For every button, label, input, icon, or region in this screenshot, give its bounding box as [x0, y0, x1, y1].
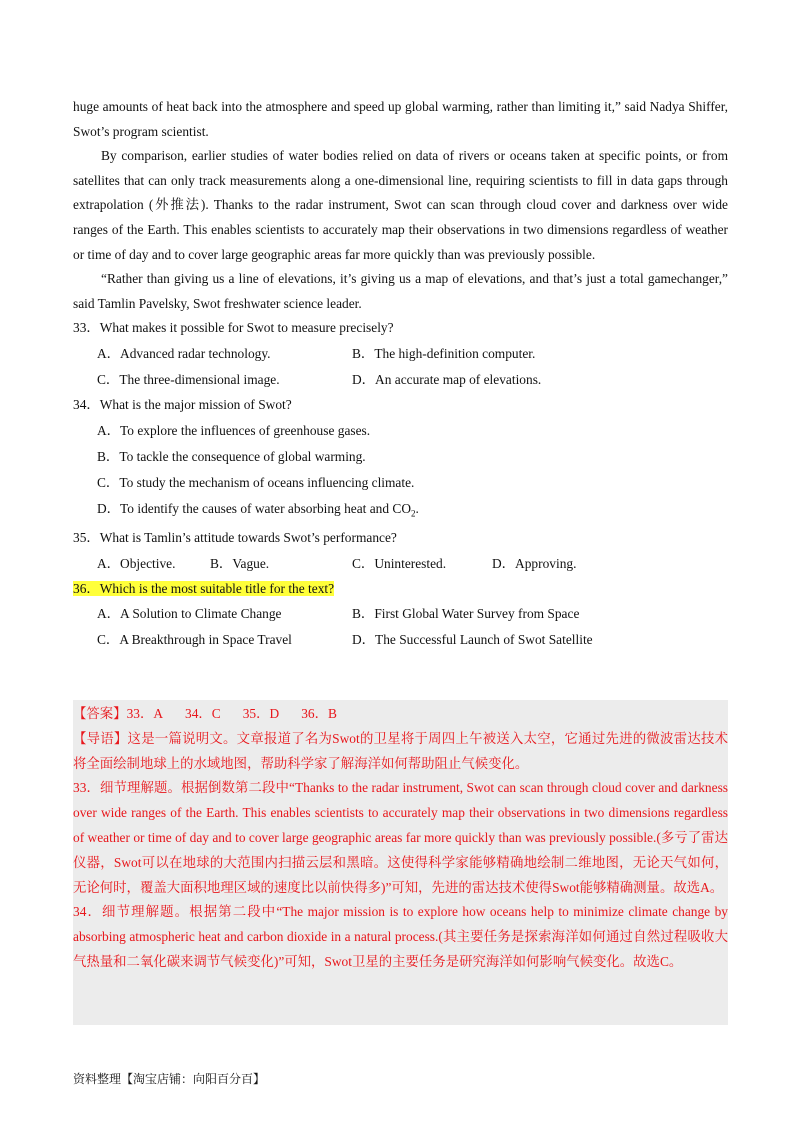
question-36-stem-wrap: [73, 577, 728, 602]
question-36: [73, 577, 728, 654]
option-34-a: A．To explore the influences of greenhouse gases.: [97, 422, 371, 438]
question-33-options-row-2: [73, 367, 728, 393]
passage-paragraph-2: By comparison, earlier studies of water bodies relied on data of rivers or oceans taken at specific points, or from satellites that can only track measurements along a one-dimensional line, requiring scientists to fill in data gaps through extrapolation (外推法). Thanks to the radar instrument, Swot can scan through cloud cover and darkness over wide ranges of the Earth. This enables scientists to accurately map their observations in two dimensions regardless of weather or time of day and to cover large geographic areas far more quickly than was previously possible.: [73, 148, 728, 262]
question-36-options-row-2: [73, 627, 728, 653]
answer-key-label: 【答案】: [73, 706, 127, 721]
answer-explanation-box: [73, 700, 728, 1025]
option-36-a: A．A Solution to Climate Change: [97, 606, 282, 622]
explanation-34: 34．细节理解题。根据第二段中“The major mission is to explore how oceans help to minimize climate change by absorbing atmospheric heat and carbon dioxide in a natural process.(其主要任务是探索海洋如何通过自然过程吸收大气热量和二氧化碳来调节气候变化)”可知，Swot卫星的主要任务是研究海洋如何影响气候变化。故选C。: [73, 904, 728, 969]
option-34-d: [73, 496, 728, 527]
option-34-d-end: .: [415, 500, 419, 516]
answer-35: 35．D: [242, 706, 280, 721]
option-33-a: A．Advanced radar technology.: [97, 345, 271, 361]
footer-source: 资料整理【淘宝店铺：向阳百分百】: [73, 1072, 266, 1086]
option-35-c: C．Uninterested.: [352, 555, 447, 571]
answer-34: 34．C: [185, 706, 221, 721]
option-33-c: C．The three-dimensional image.: [97, 371, 280, 387]
option-33-d: D．An accurate map of elevations.: [352, 371, 542, 387]
question-35: [73, 526, 728, 577]
question-35-stem: 35．What is Tamlin’s attitude towards Swot’s performance?: [73, 530, 397, 546]
question-36-options-row-1: [73, 601, 728, 627]
explanation-33: 33．细节理解题。根据倒数第二段中“Thanks to the radar instrument, Swot can scan through cloud cover and darkness over wide ranges of the Earth. This enables scientists to accurately map their observations in two dimensions regardless of weather or time of day and to cover large geographic areas far more quickly than was previously possible.(多亏了雷达仪器，Swot可以在地球的大范围内扫描云层和黑暗。这使得科学家能够精确地绘制二维地图，无论天气如何，无论何时，覆盖大面积地理区域的速度比以前快得多)”可知，先进的雷达技术使得Swot能够精确测量。故选A。: [73, 780, 728, 895]
answer-36: 36．B: [301, 706, 337, 721]
option-35-d: D．Approving.: [492, 555, 577, 571]
passage-paragraph-1: huge amounts of heat back into the atmosphere and speed up global warming, rather than limiting it,” said Nadya Shiffer, Swot’s program scientist.: [73, 99, 728, 139]
question-35-options: [73, 551, 728, 577]
question-33-options-row-1: [73, 341, 728, 367]
question-33: [73, 316, 728, 393]
option-35-b: B．Vague.: [210, 555, 270, 571]
guide-text: 【导语】这是一篇说明文。文章报道了名为Swot的卫星将于周四上午被送入太空，它通过先进的微波雷达技术将全面绘制地球上的水域地图，帮助科学家了解海洋如何帮助阻止气候变化。: [73, 730, 728, 771]
answer-33: 33．A: [126, 706, 164, 721]
option-35-a: A．Objective.: [97, 555, 176, 571]
question-34: [73, 393, 728, 526]
option-34-c: C．To study the mechanism of oceans influencing climate.: [97, 474, 415, 490]
question-34-stem: 34．What is the major mission of Swot?: [73, 396, 292, 412]
question-36-stem: 36．Which is the most suitable title for the text?: [73, 580, 335, 596]
passage-paragraph-3: “Rather than giving us a line of elevations, it’s giving us a map of elevations, and that’s just a total gamechanger,” said Tamlin Pavelsky, Swot freshwater science leader.: [73, 271, 728, 311]
option-36-d: D．The Successful Launch of Swot Satellite: [352, 632, 593, 648]
answer-key-line: [73, 702, 728, 727]
option-33-b: B．The high-definition computer.: [352, 345, 536, 361]
question-33-stem: 33．What makes it possible for Swot to measure precisely?: [73, 320, 394, 336]
option-36-c: C．A Breakthrough in Space Travel: [97, 632, 292, 648]
option-36-b: B．First Global Water Survey from Space: [352, 606, 580, 622]
option-34-d-text: D．To identify the causes of water absorbing heat and CO: [97, 500, 412, 516]
passage-and-questions: [73, 95, 728, 653]
option-34-d-subscript: 2: [411, 508, 416, 519]
option-34-b: B．To tackle the consequence of global warming.: [97, 448, 366, 464]
